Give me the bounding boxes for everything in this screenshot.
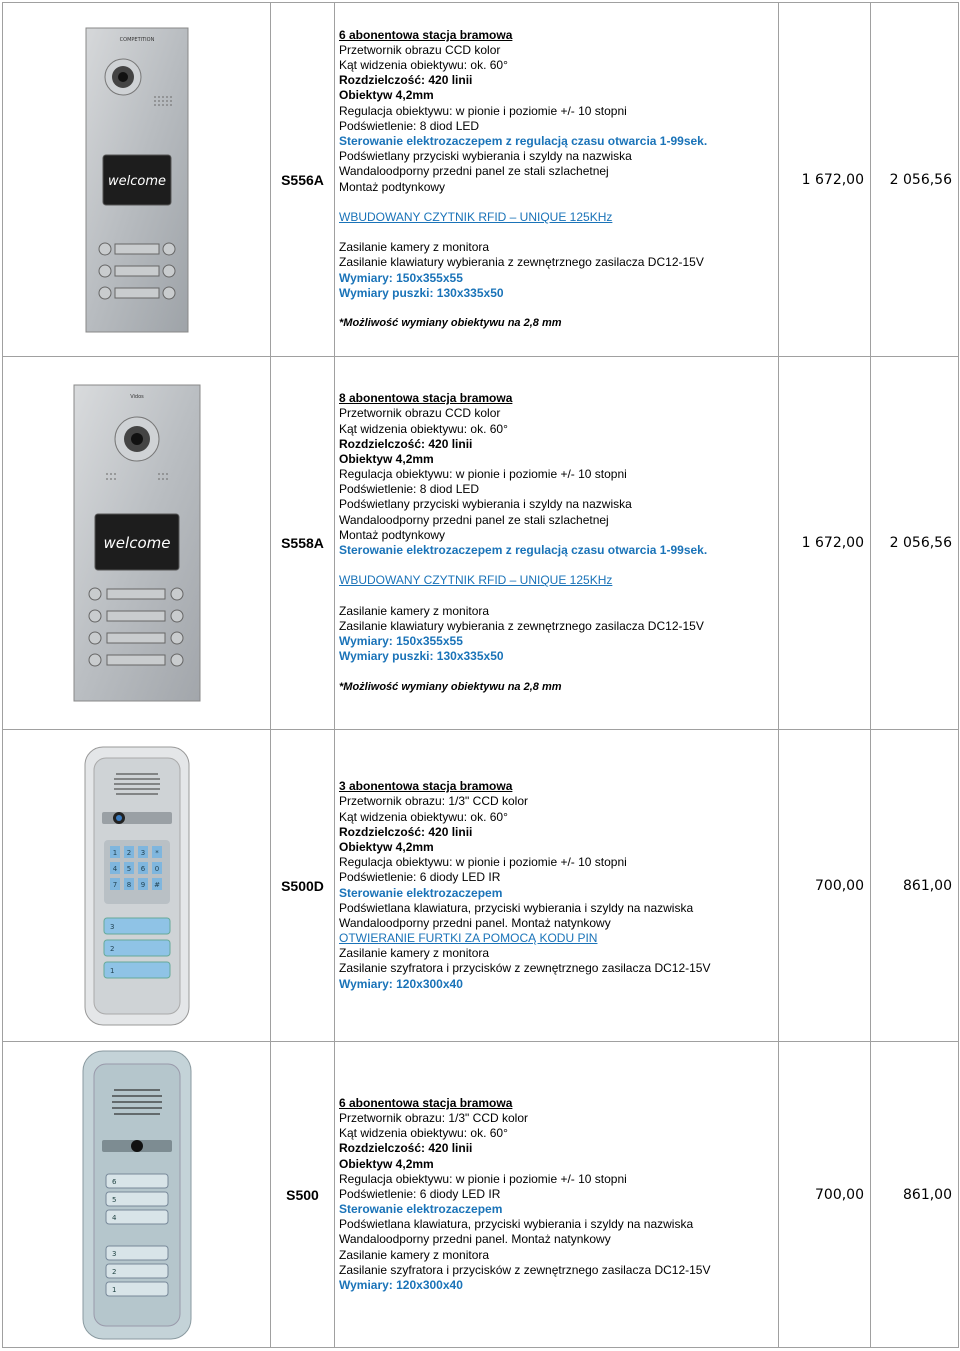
- product-description: [335, 730, 779, 1042]
- product-row: [3, 357, 959, 730]
- description-line: Regulacja obiektywu: w pionie i poziomie +/- 10 stopni: [339, 467, 627, 482]
- description-line: *Możliwość wymiany obiektywu na 2,8 mm: [339, 317, 562, 330]
- svg-text:#: #: [153, 880, 160, 889]
- description-line: Kąt widzenia obiektywu: ok. 60°: [339, 421, 508, 436]
- line-spacer: [339, 195, 778, 210]
- svg-text:2: 2: [109, 944, 114, 953]
- product-description: [335, 3, 779, 357]
- brand-label: Vidos: [129, 394, 144, 400]
- description-line: Obiektyw 4,2mm: [339, 1156, 434, 1171]
- description-line: Rozdzielczość: 420 linii: [339, 436, 473, 451]
- description-line: Sterowanie elektrozaczepem z regulacją czasu otwarcia 1-99sek.: [339, 133, 708, 148]
- net-price: 700,00: [779, 1042, 871, 1348]
- description-line: Rozdzielczość: 420 linii: [339, 1141, 473, 1156]
- gross-price: 2 056,56: [871, 357, 959, 730]
- description-line: Rozdzielczość: 420 linii: [339, 824, 473, 839]
- welcome-display: welcome: [103, 534, 170, 552]
- gross-price: 2 056,56: [871, 3, 959, 357]
- product-code: S558A: [271, 357, 335, 730]
- description-line: Wymiary: 150x355x55: [339, 270, 463, 285]
- svg-text:5: 5: [111, 1195, 116, 1204]
- svg-text:3: 3: [140, 848, 145, 857]
- description-line: Zasilanie kamery z monitora: [339, 1247, 490, 1262]
- description-line: Wandaloodporny przedni panel. Montaż natynkowy: [339, 1232, 611, 1247]
- svg-text:6: 6: [111, 1177, 116, 1186]
- description-line: Wandaloodporny przedni panel ze stali szlachetnej: [339, 512, 609, 527]
- product-row: [3, 730, 959, 1042]
- description-line: Zasilanie kamery z monitora: [339, 603, 490, 618]
- description-line: Wandaloodporny przedni panel ze stali szlachetnej: [339, 164, 609, 179]
- svg-text:7: 7: [112, 880, 117, 889]
- description-line: Wymiary puszki: 130x335x50: [339, 649, 504, 664]
- description-line: 8 abonentowa stacja bramowa: [339, 391, 513, 406]
- description-line: Podświetlany przyciski wybierania i szyldy na nazwiska: [339, 149, 632, 164]
- description-line: Sterowanie elektrozaczepem: [339, 885, 503, 900]
- product-code: S500: [271, 1042, 335, 1348]
- description-line: WBUDOWANY CZYTNIK RFID – UNIQUE 125KHz: [339, 573, 613, 588]
- net-price: 1 672,00: [779, 357, 871, 730]
- product-table: [2, 2, 959, 1348]
- description-line: Zasilanie klawiatury wybierania z zewnętrznego zasilacza DC12-15V: [339, 618, 704, 633]
- description-line: Regulacja obiektywu: w pionie i poziomie +/- 10 stopni: [339, 1171, 627, 1186]
- product-description: [335, 357, 779, 730]
- description-line: Obiektyw 4,2mm: [339, 451, 434, 466]
- svg-text:1: 1: [111, 1285, 116, 1294]
- svg-text:1: 1: [109, 966, 114, 975]
- net-price: 1 672,00: [779, 3, 871, 357]
- line-spacer: [339, 665, 778, 680]
- description-line: Podświetlany przyciski wybierania i szyldy na nazwiska: [339, 497, 632, 512]
- product-description: [335, 1042, 779, 1348]
- product-row: [3, 3, 959, 357]
- description-line: Podświetlenie: 8 diod LED: [339, 118, 480, 133]
- svg-text:2: 2: [111, 1267, 116, 1276]
- description-line: Obiektyw 4,2mm: [339, 88, 434, 103]
- svg-text:5: 5: [126, 864, 131, 873]
- door-station-image: [84, 746, 190, 1026]
- description-line: 6 abonentowa stacja bramowa: [339, 1095, 513, 1110]
- line-spacer: [339, 589, 778, 604]
- description-line: Podświetlana klawiatura, przyciski wybierania i szyldy na nazwiska: [339, 900, 694, 915]
- description-line: Montaż podtynkowy: [339, 527, 446, 542]
- description-line: Podświetlana klawiatura, przyciski wybierania i szyldy na nazwiska: [339, 1217, 694, 1232]
- description-line: Wandaloodporny przedni panel. Montaż natynkowy: [339, 915, 611, 930]
- line-spacer: [339, 225, 778, 240]
- brand-label: COMPETITION: [119, 36, 154, 43]
- description-line: Wymiary: 120x300x40: [339, 976, 463, 991]
- door-station-image: [85, 27, 189, 333]
- svg-text:0: 0: [154, 864, 159, 873]
- product-code: S556A: [271, 3, 335, 357]
- door-station-image: [82, 1050, 192, 1340]
- description-line: Przetwornik obrazu CCD kolor: [339, 406, 501, 421]
- description-line: Wymiary: 150x355x55: [339, 634, 463, 649]
- description-line: Sterowanie elektrozaczepem z regulacją czasu otwarcia 1-99sek.: [339, 543, 708, 557]
- svg-text:4: 4: [111, 1213, 116, 1222]
- description-line: *Możliwość wymiany obiektywu na 2,8 mm: [339, 680, 562, 693]
- description-line: Sterowanie elektrozaczepem: [339, 1202, 503, 1217]
- product-code: S500D: [271, 730, 335, 1042]
- product-image-cell: [3, 1042, 271, 1348]
- description-line: Przetwornik obrazu: 1/3" CCD kolor: [339, 794, 528, 809]
- product-image-cell: [3, 357, 271, 730]
- net-price: 700,00: [779, 730, 871, 1042]
- svg-text:6: 6: [140, 864, 145, 873]
- door-station-image: [73, 384, 201, 702]
- product-image-cell: [3, 730, 271, 1042]
- svg-text:4: 4: [112, 864, 117, 873]
- description-line: Kąt widzenia obiektywu: ok. 60°: [339, 58, 508, 72]
- description-line: Przetwornik obrazu: 1/3" CCD kolor: [339, 1110, 528, 1125]
- description-line: Kąt widzenia obiektywu: ok. 60°: [339, 809, 508, 824]
- description-line: 6 abonentowa stacja bramowa: [339, 27, 513, 42]
- description-line: Kąt widzenia obiektywu: ok. 60°: [339, 1126, 508, 1141]
- product-image-cell: [3, 3, 271, 357]
- description-line: Podświetlenie: 8 diod LED: [339, 482, 480, 497]
- gross-price: 861,00: [871, 730, 959, 1042]
- svg-text:1: 1: [112, 848, 117, 857]
- description-line: Przetwornik obrazu CCD kolor: [339, 42, 501, 57]
- description-line: Rozdzielczość: 420 linii: [339, 73, 473, 88]
- description-line: Wymiary: 120x300x40: [339, 1278, 463, 1293]
- line-spacer: [339, 558, 778, 573]
- welcome-display: welcome: [107, 173, 166, 189]
- description-line: Montaż podtynkowy: [339, 179, 446, 194]
- description-line: Zasilanie klawiatury wybierania z zewnętrznego zasilacza DC12-15V: [339, 255, 704, 270]
- svg-text:8: 8: [126, 880, 131, 889]
- gross-price: 861,00: [871, 1042, 959, 1348]
- description-line: 3 abonentowa stacja bramowa: [339, 779, 513, 794]
- description-line: Regulacja obiektywu: w pionie i poziomie +/- 10 stopni: [339, 103, 627, 118]
- product-row: [3, 1042, 959, 1348]
- svg-text:2: 2: [126, 848, 131, 857]
- svg-text:*: *: [154, 848, 159, 857]
- description-line: Zasilanie szyfratora i przycisków z zewnętrznego zasilacza DC12-15V: [339, 1262, 711, 1277]
- description-line: WBUDOWANY CZYTNIK RFID – UNIQUE 125KHz: [339, 209, 613, 224]
- description-line: Wymiary puszki: 130x335x50: [339, 285, 504, 300]
- description-line: Zasilanie szyfratora i przycisków z zewnętrznego zasilacza DC12-15V: [339, 961, 711, 976]
- line-spacer: [339, 301, 778, 316]
- description-line: Podświetlenie: 6 diody LED IR: [339, 1186, 501, 1201]
- description-line: OTWIERANIE FURTKI ZA POMOCĄ KODU PIN: [339, 931, 598, 946]
- description-line: Zasilanie kamery z monitora: [339, 946, 490, 961]
- description-line: Zasilanie kamery z monitora: [339, 240, 490, 255]
- svg-text:3: 3: [111, 1249, 116, 1258]
- description-line: Obiektyw 4,2mm: [339, 839, 434, 854]
- description-line: Regulacja obiektywu: w pionie i poziomie +/- 10 stopni: [339, 855, 627, 870]
- svg-text:3: 3: [109, 922, 114, 931]
- svg-text:9: 9: [140, 880, 145, 889]
- description-line: Podświetlenie: 6 diody LED IR: [339, 870, 501, 885]
